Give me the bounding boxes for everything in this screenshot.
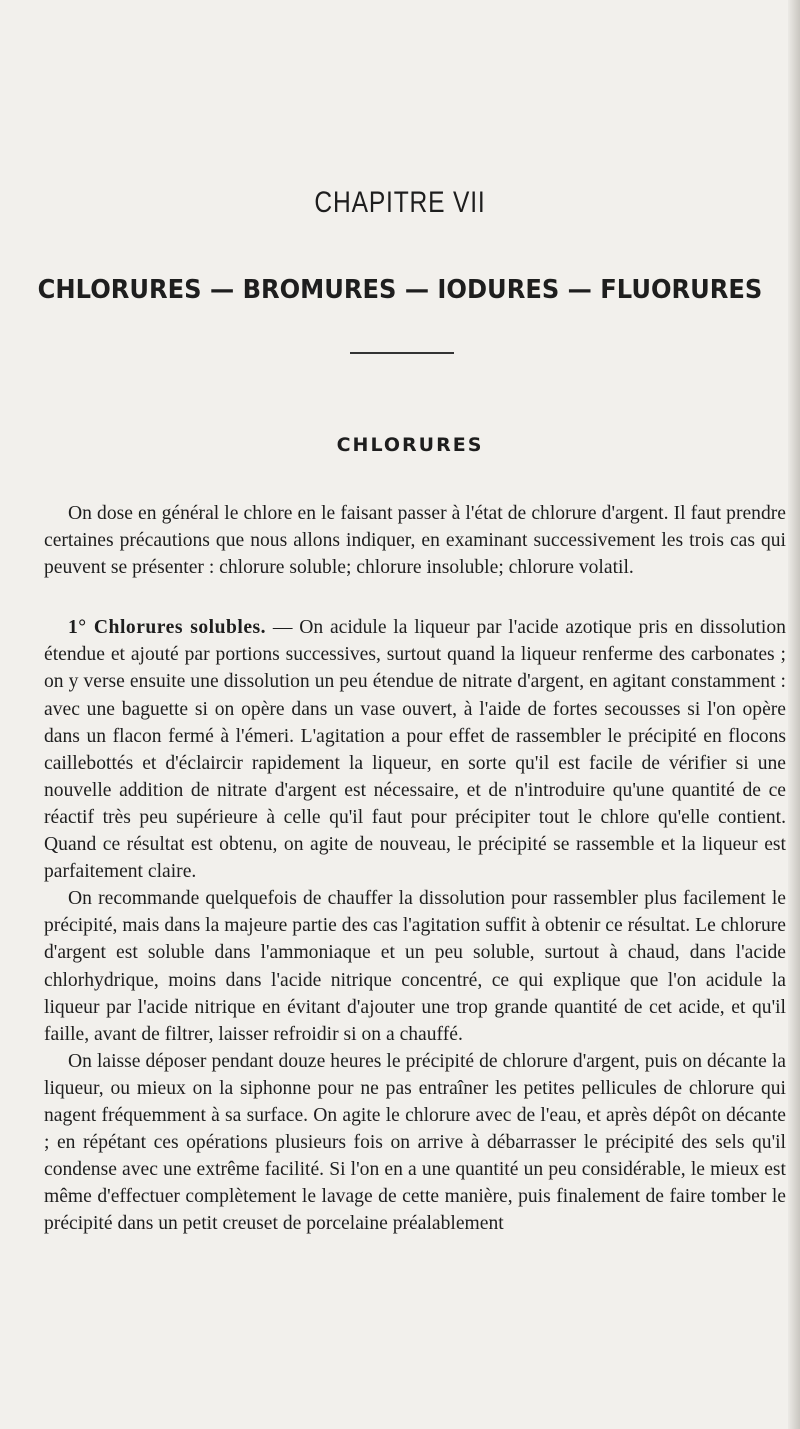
page-edge-shadow (788, 0, 800, 1429)
chapter-title: CHAPITRE VII (314, 186, 486, 219)
paragraph-3-text: On recommande quelquefois de chauffer la dissolution pour rassembler plus facilement le précipité, mais dans la majeure partie des cas l'agitation suffit à obtenir ce résultat. Le chlorure d'argent est soluble dans l'ammoniaque et un peu soluble, surtout à chaud, dans l'acide chlorhydrique, moins dans l'acide nitrique concentré, ce qui explique que l'on acidule la liqueur par l'acide nitrique en évitant d'ajouter une trop grande quantité de cet acide, et qu'il faille, avant de filtrer, laisser refroidir si on a chauffé. (44, 888, 786, 1045)
paragraph-3 (44, 885, 786, 1048)
paragraph-4-text: On laisse déposer pendant douze heures le précipité de chlorure d'argent, puis on décante la liqueur, ou mieux on la siphonne pour ne pas entraîner les petites pellicules de chlorure qui nagent fréquemment à sa surface. On agite le chlorure avec de l'eau, et après dépôt on décante ; en répétant ces opérations plusieurs fois on arrive à débarrasser le précipité des sels qu'il condense avec une extrême facilité. Si l'on en a une quantité un peu considérable, le mieux est même d'effectuer complètement le lavage de cette manière, puis finalement de faire tomber le précipité dans un petit creuset de porcelaine préalablement (44, 1050, 786, 1235)
paragraph-2 (44, 614, 786, 885)
body-text (44, 500, 786, 1237)
divider-rule (350, 352, 454, 354)
paragraph-1-text: On dose en général le chlore en le faisant passer à l'état de chlorure d'argent. Il faut prendre certaines précautions que nous allons indiquer, en examinant successivement les trois cas qui peuvent se présenter : chlorure soluble; chlorure insoluble; chlorure volatil. (44, 503, 786, 579)
section-title: CHLORURES (336, 434, 484, 456)
show-through-text (30, 40, 780, 73)
paragraph-4 (44, 1048, 786, 1238)
paragraph-2-text: — On acidule la liqueur par l'acide azotique pris en dissolution étendue et ajouté par portions successives, surtout quand la liqueur renferme des carbonates ; on y verse ensuite une dissolution un peu étendue de nitrate d'argent, en agitant constamment : avec une baguette si on opère dans un vase ouvert, à l'aide de fortes secousses si l'on opère dans un flacon fermé à l'émeri. L'agitation a pour effet de rassembler le précipité en flocons caillebottés et d'éclaircir rapidement la liqueur, en sorte qu'il est facile de vérifier si une nouvelle addition de nitrate d'argent est nécessaire, et de n'introduire qu'une quantité de ce réactif très peu supérieure à celle qu'il faut pour précipiter tout le chlore qu'elle contient. Quand ce résultat est obtenu, on agite de nouveau, le précipité se rassemble et la liqueur est parfaitement claire. (44, 617, 786, 883)
chapter-heading: CHLORURES — BROMURES — IODURES — FLUORURES (37, 275, 763, 305)
paragraph-1 (44, 500, 786, 581)
run-in-heading: 1° Chlorures solubles. (68, 617, 267, 639)
